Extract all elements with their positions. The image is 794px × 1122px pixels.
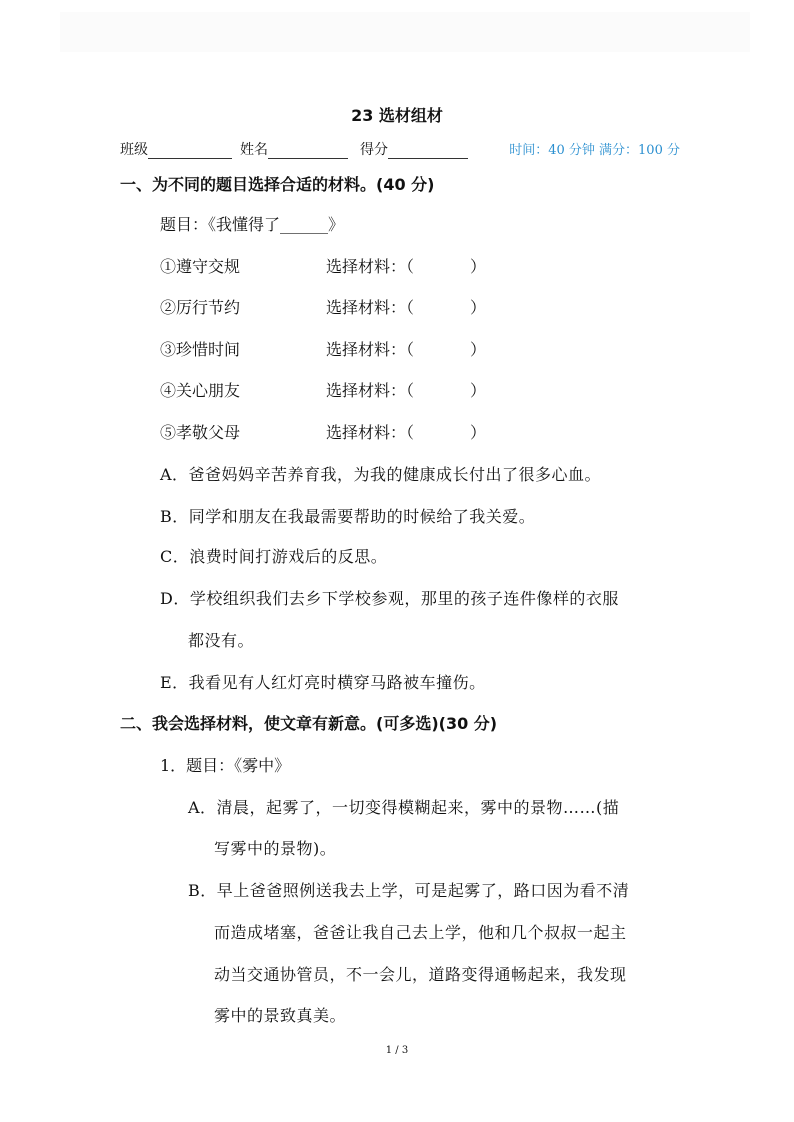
choice-b-line: 而造成堵塞，爸爸让我自己去上学，他和几个叔叔一起主 xyxy=(214,923,627,942)
time-score-info: 时间：40 分钟 满分：100 分 xyxy=(509,143,680,158)
choice-a-line: 写雾中的景物)。 xyxy=(214,839,337,858)
item-choose: 选择材料：（ xyxy=(326,423,415,442)
choice-b-line: B．早上爸爸照例送我去上学，可是起雾了，路口因为看不清 xyxy=(188,881,630,900)
class-blank xyxy=(148,142,232,159)
close-paren: ） xyxy=(470,298,487,317)
option-d-cont: 都没有。 xyxy=(188,631,255,650)
q1-topic: 1．题目：《雾中》 xyxy=(160,756,291,775)
close-paren: ） xyxy=(470,257,487,276)
close-paren: ） xyxy=(470,340,487,359)
item-row xyxy=(160,295,486,318)
option-b: B．同学和朋友在我最需要帮助的时候给了我关爱。 xyxy=(160,507,536,526)
item-label: ③珍惜时间 xyxy=(160,340,241,359)
class-label: 班级 xyxy=(120,142,148,158)
score-blank xyxy=(388,142,468,159)
name-field xyxy=(240,139,348,159)
item-label: ①遵守交规 xyxy=(160,257,241,276)
page-number: 1 / 3 xyxy=(385,1045,409,1056)
item-row xyxy=(160,337,486,360)
class-field xyxy=(120,139,232,159)
option-d: D．学校组织我们去乡下学校参观，那里的孩子连件像样的衣服 xyxy=(160,589,619,608)
item-choose: 选择材料：（ xyxy=(326,257,415,276)
score-field xyxy=(360,139,468,159)
student-info-row xyxy=(120,139,680,161)
item-choose: 选择材料：（ xyxy=(326,340,415,359)
name-blank xyxy=(268,142,348,159)
choice-b-line: 雾中的景致真美。 xyxy=(214,1006,347,1025)
option-c: C．浪费时间打游戏后的反思。 xyxy=(160,547,388,566)
item-label: ④关心朋友 xyxy=(160,381,241,400)
close-paren: ） xyxy=(470,423,487,442)
scan-shade xyxy=(60,12,750,52)
item-row xyxy=(160,420,486,443)
score-label: 得分 xyxy=(360,142,388,158)
section2-heading: 二、我会选择材料，使文章有新意。(可多选)(30 分) xyxy=(120,714,498,733)
name-label: 姓名 xyxy=(240,142,268,158)
item-row xyxy=(160,254,486,277)
item-row xyxy=(160,378,486,401)
close-paren: ） xyxy=(470,381,487,400)
choice-b-line: 动当交通协管员，不一会儿，道路变得通畅起来，我发现 xyxy=(214,965,627,984)
page-title: 23 选材组材 xyxy=(351,106,443,125)
option-e: E．我看见有人红灯亮时横穿马路被车撞伤。 xyxy=(160,673,486,692)
section1-heading: 一、为不同的题目选择合适的材料。(40 分) xyxy=(120,175,435,194)
item-choose: 选择材料：（ xyxy=(326,298,415,317)
section1-topic: 题目：《我懂得了______》 xyxy=(160,215,345,234)
option-a: A．爸爸妈妈辛苦养育我，为我的健康成长付出了很多心血。 xyxy=(160,465,602,484)
item-choose: 选择材料：（ xyxy=(326,381,415,400)
item-label: ②厉行节约 xyxy=(160,298,241,317)
choice-a-line: A．清晨，起雾了，一切变得模糊起来，雾中的景物……(描 xyxy=(188,798,620,817)
item-label: ⑤孝敬父母 xyxy=(160,423,241,442)
